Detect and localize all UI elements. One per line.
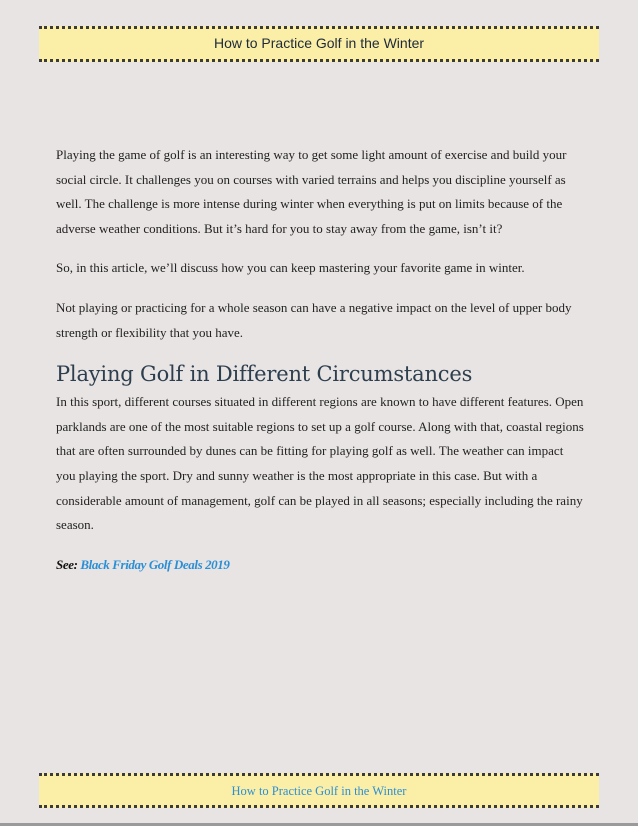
section-paragraph: In this sport, different courses situated in different regions are known to have different features. Open parklands are one of the most suitable regions to set up a golf course. Along with that, coastal regions that are often surrounded by dunes can be fitting for playing golf as well. The weather can impact you playing the sport. Dry and sunny weather is the most appropriate in this case. But with a considerable amount of management, golf can be played in all seasons; especially including the rainy season. xyxy=(56,394,584,533)
see-also-line xyxy=(56,553,586,578)
article-body xyxy=(56,143,586,592)
header-banner xyxy=(39,26,599,62)
footer-banner xyxy=(39,773,599,808)
section-heading: Playing Golf in Different Circumstances xyxy=(56,362,473,387)
footer-title: How to Practice Golf in the Winter xyxy=(231,784,407,798)
see-label: See: xyxy=(56,556,78,572)
intro-paragraph-2: So, in this article, we’ll discuss how you can keep mastering your favorite game in winter. xyxy=(56,260,525,276)
intro-paragraph-3: Not playing or practicing for a whole season can have a negative impact on the level of upper body strength or flexibility that you have. xyxy=(56,299,572,340)
header-title: How to Practice Golf in the Winter xyxy=(213,35,425,51)
intro-paragraph-1: Playing the game of golf is an interesting way to get some light amount of exercise and build your social circle. It challenges you on courses with varied terrains and helps you discipline yourself as well. The challenge is more intense during winter when everything is put on limits because of the adverse weather conditions. But it’s hard for you to stay away from the game, isn’t it? xyxy=(56,147,567,236)
black-friday-deals-link[interactable]: Black Friday Golf Deals 2019 xyxy=(80,556,230,572)
